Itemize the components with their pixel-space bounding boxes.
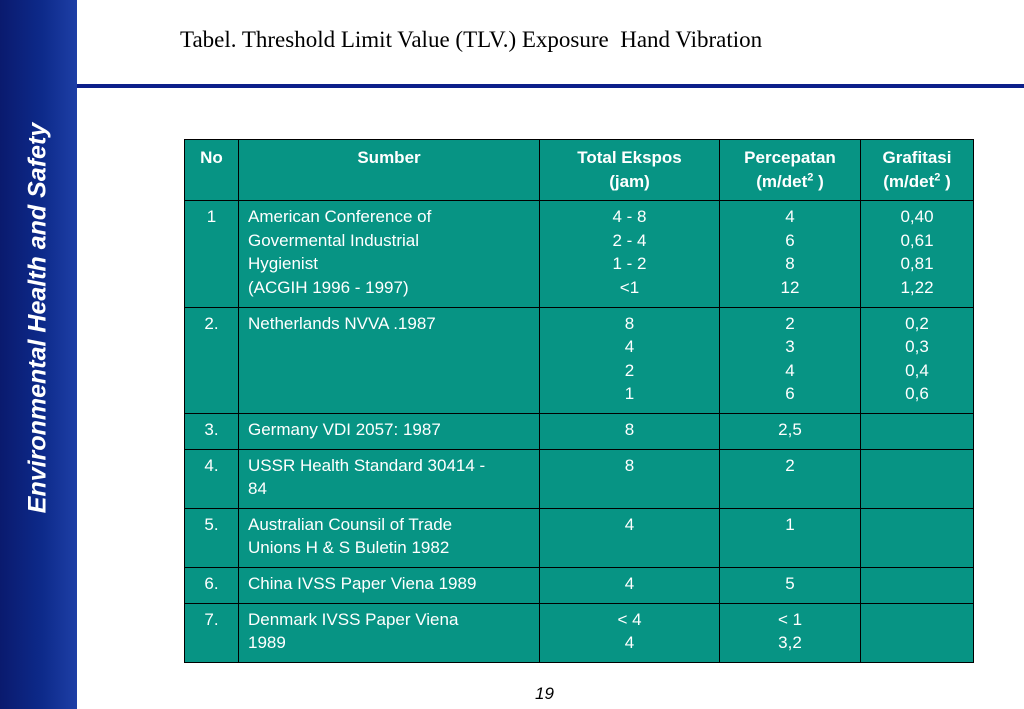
- cell-percepatan: 2,5: [720, 413, 861, 449]
- cell-total: 4 - 8 2 - 4 1 - 2 <1: [540, 201, 720, 307]
- cell-no: 1: [185, 201, 239, 307]
- cell-percepatan: 4 6 8 12: [720, 201, 861, 307]
- cell-no: 5.: [185, 508, 239, 567]
- cell-total: 8 4 2 1: [540, 307, 720, 413]
- cell-sumber: Germany VDI 2057: 1987: [239, 413, 540, 449]
- tlv-table: [184, 139, 974, 663]
- header-sumber: Sumber: [239, 140, 540, 201]
- table-row: [185, 508, 974, 567]
- cell-grafitasi: 0,40 0,61 0,81 1,22: [861, 201, 974, 307]
- cell-sumber: Denmark IVSS Paper Viena 1989: [239, 603, 540, 662]
- cell-no: 6.: [185, 567, 239, 603]
- cell-sumber: Netherlands NVVA .1987: [239, 307, 540, 413]
- page-number: 19: [535, 684, 554, 703]
- cell-total: 8: [540, 413, 720, 449]
- table-row: [185, 307, 974, 413]
- cell-grafitasi: [861, 413, 974, 449]
- header-grafitasi: Grafitasi ($m/\det^2$ ): [861, 140, 974, 201]
- table-row: [185, 201, 974, 307]
- table-header-row: [185, 140, 974, 201]
- cell-sumber: Australian Counsil of Trade Unions H & S Buletin 1982: [239, 508, 540, 567]
- title-divider: [77, 84, 1024, 88]
- table-row: [185, 413, 974, 449]
- header-no: No: [185, 140, 239, 201]
- cell-total: 8: [540, 449, 720, 508]
- cell-no: 7.: [185, 603, 239, 662]
- cell-sumber: American Conference of Govermental Industrial Hygienist (ACGIH 1996 - 1997): [239, 201, 540, 307]
- table-row: [185, 603, 974, 662]
- cell-total: 4: [540, 567, 720, 603]
- cell-grafitasi: [861, 567, 974, 603]
- header-total-ekspos: Total Ekspos (jam): [540, 140, 720, 201]
- cell-percepatan: 2 3 4 6: [720, 307, 861, 413]
- cell-percepatan: 1: [720, 508, 861, 567]
- cell-percepatan: 2: [720, 449, 861, 508]
- sidebar-band: [0, 0, 77, 709]
- cell-sumber: USSR Health Standard 30414 - 84: [239, 449, 540, 508]
- cell-percepatan: 5: [720, 567, 861, 603]
- table-row: [185, 567, 974, 603]
- cell-grafitasi: [861, 449, 974, 508]
- cell-total: 4: [540, 508, 720, 567]
- cell-no: 3.: [185, 413, 239, 449]
- cell-grafitasi: 0,2 0,3 0,4 0,6: [861, 307, 974, 413]
- cell-total: < 4 4: [540, 603, 720, 662]
- cell-grafitasi: [861, 603, 974, 662]
- cell-no: 2.: [185, 307, 239, 413]
- cell-sumber: China IVSS Paper Viena 1989: [239, 567, 540, 603]
- page-title: Tabel. Threshold Limit Value (TLV.) Exposure Hand Vibration: [180, 27, 763, 52]
- cell-percepatan: < 1 3,2: [720, 603, 861, 662]
- cell-no: 4.: [185, 449, 239, 508]
- cell-grafitasi: [861, 508, 974, 567]
- sidebar-label: Environmental Health and Safety: [23, 122, 52, 514]
- table-row: [185, 449, 974, 508]
- header-percepatan: Percepatan ($m/\det^2$ ): [720, 140, 861, 201]
